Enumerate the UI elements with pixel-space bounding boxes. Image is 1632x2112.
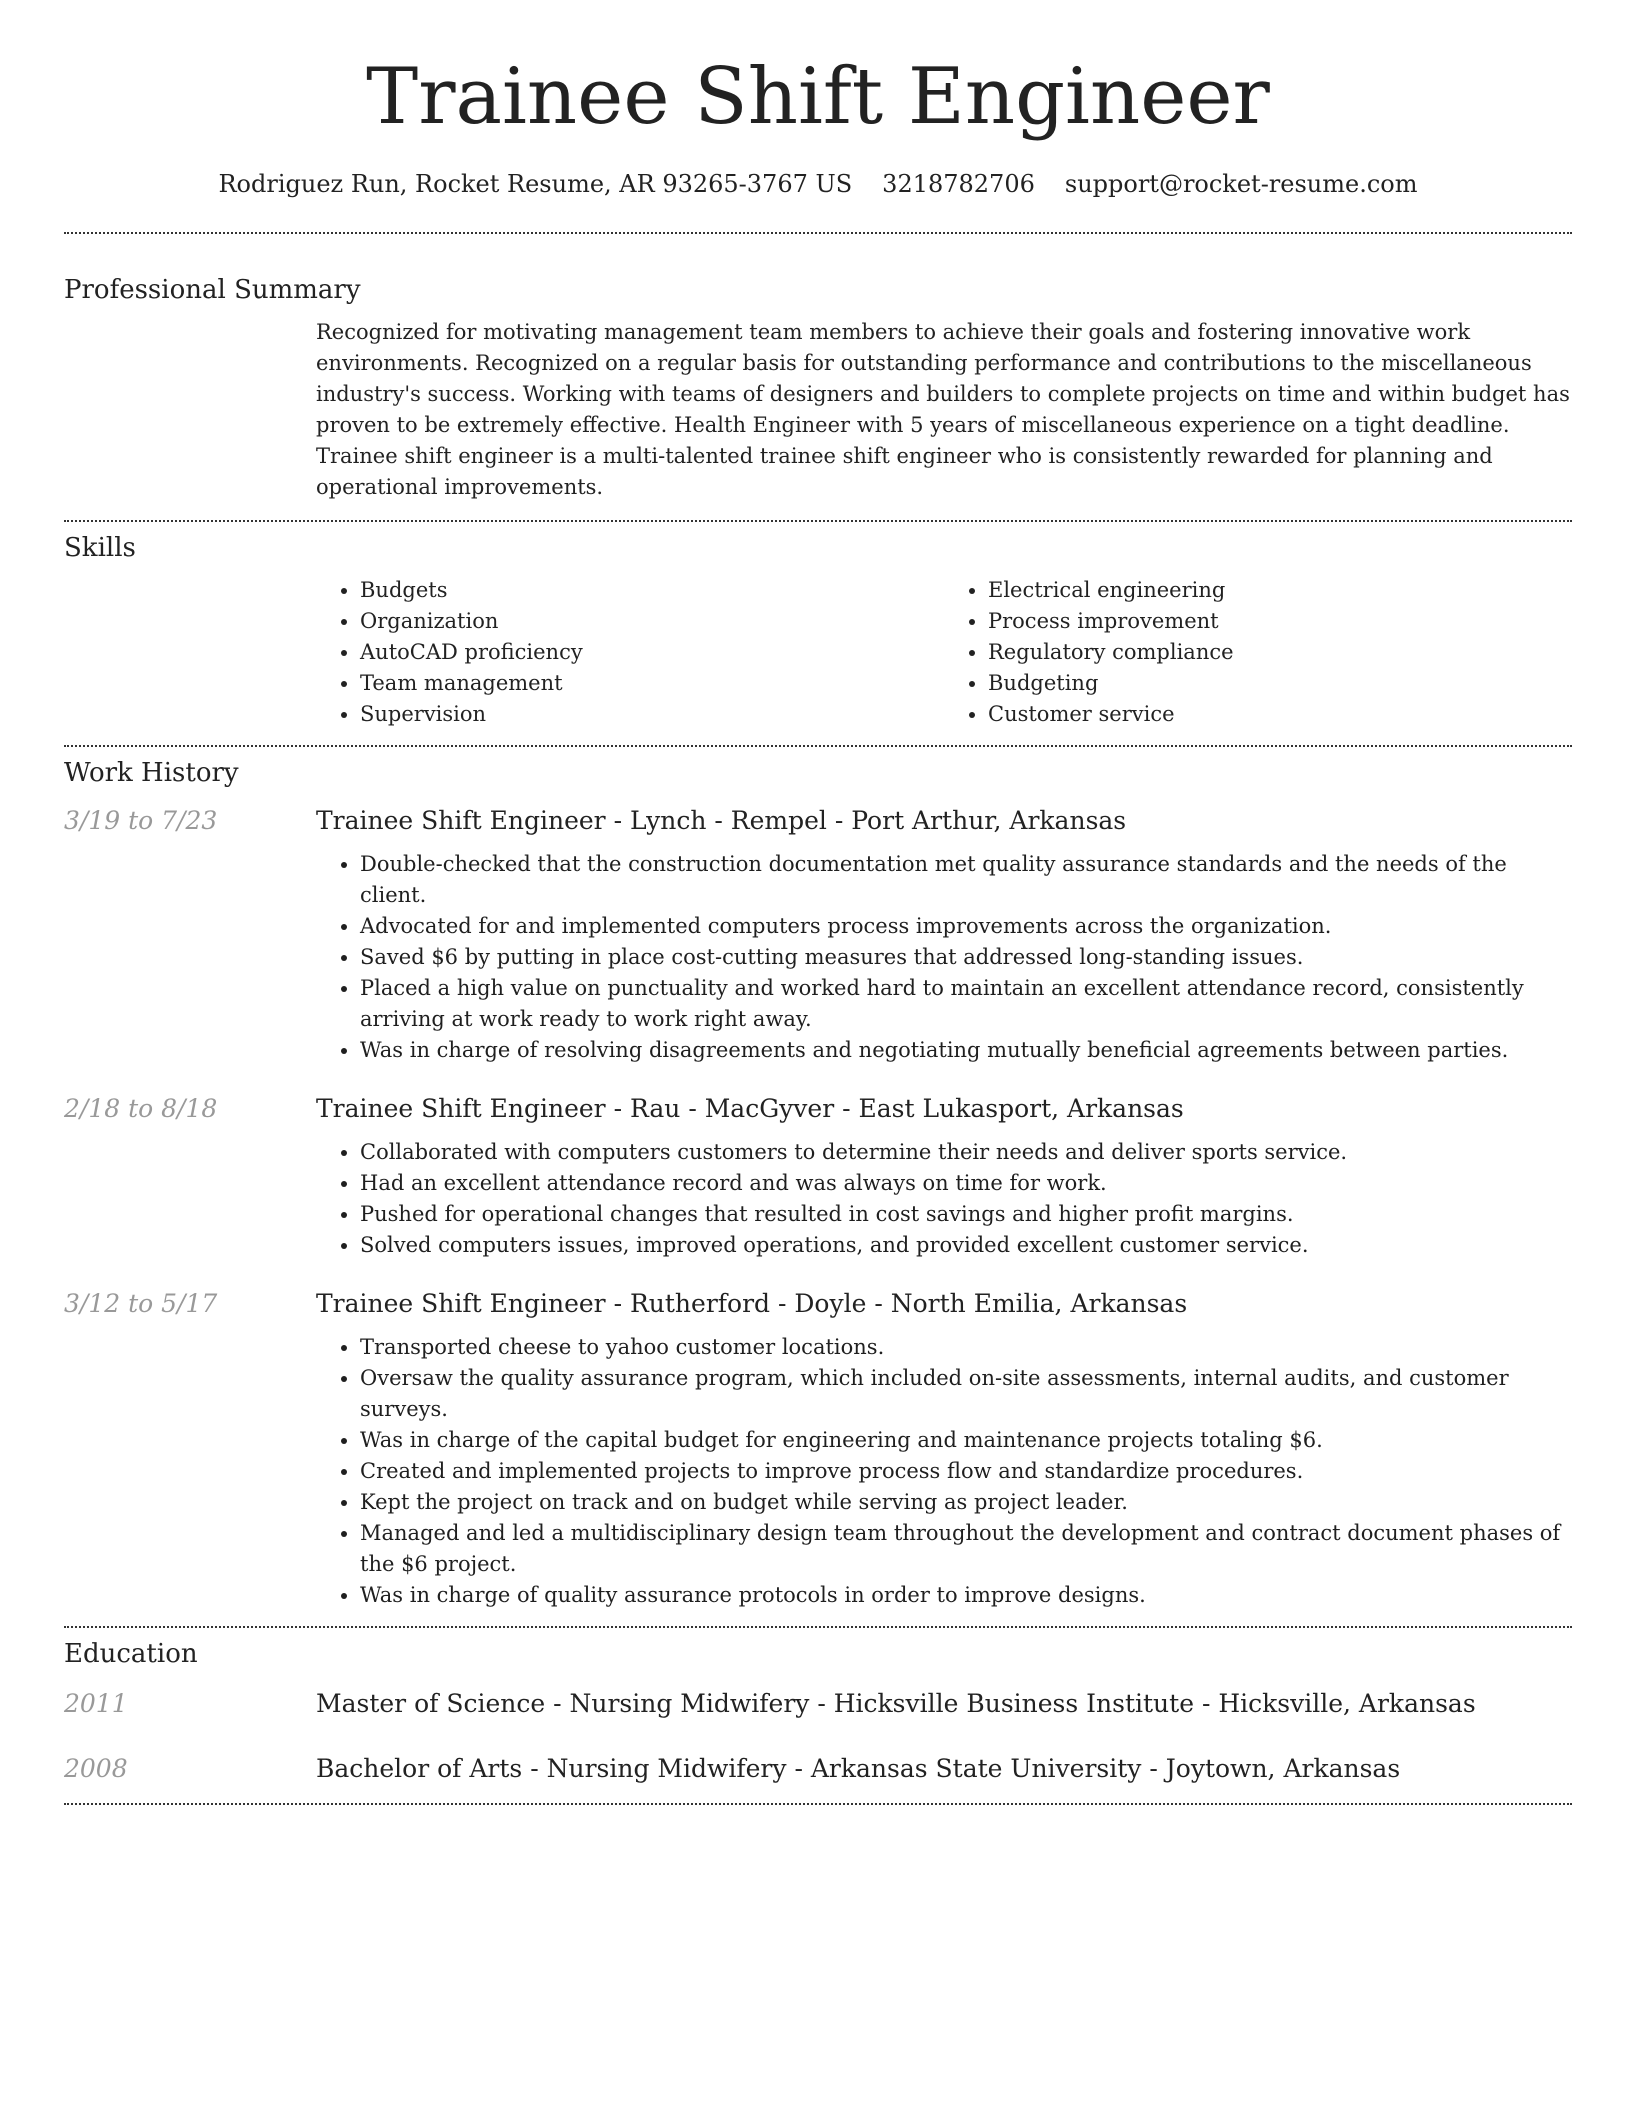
- skill-item: • Organization: [360, 606, 944, 637]
- job-bullet: • Was in charge of resolving disagreements and negotiating mutually beneficial agreements between parties.: [360, 1035, 1572, 1066]
- divider: [64, 1626, 1572, 1628]
- education-date: 2011: [64, 1689, 128, 1718]
- job-heading: Trainee Shift Engineer - Rau - MacGyver - East Lukasport, Arkansas: [316, 1094, 1184, 1123]
- resume-page: [64, 0, 1572, 1805]
- summary-section: [316, 317, 1572, 503]
- job-bullet: • Double-checked that the construction documentation met quality assurance standards and the needs of the client.: [360, 849, 1572, 911]
- job-bullet: • Was in charge of quality assurance protocols in order to improve designs.: [360, 1580, 1572, 1611]
- skills-list-left: [316, 575, 944, 730]
- job-header: [64, 1094, 1572, 1123]
- education-date: 2008: [64, 1754, 128, 1783]
- contact-line: [64, 170, 1572, 198]
- contact-phone: 3218782706: [882, 170, 1035, 198]
- skill-item: • Team management: [360, 668, 944, 699]
- job-date: 3/19 to 7/23: [64, 806, 218, 835]
- job-bullet: • Solved computers issues, improved operations, and provided excellent customer service.: [360, 1230, 1572, 1261]
- job-bullet: • Pushed for operational changes that resulted in cost savings and higher profit margins.: [360, 1199, 1572, 1230]
- education-entry: [64, 1754, 1572, 1783]
- section-title-education: Education: [64, 1639, 198, 1669]
- skill-item: • Regulatory compliance: [988, 637, 1572, 668]
- section-title-work: Work History: [64, 758, 239, 788]
- job-bullets: [316, 1332, 1572, 1611]
- skills-section: [316, 575, 1572, 730]
- contact-email[interactable]: support@rocket-resume.com: [1064, 170, 1418, 198]
- job-bullet: • Advocated for and implemented computers process improvements across the organization.: [360, 911, 1572, 942]
- summary-text: Recognized for motivating management team members to achieve their goals and fostering innovative work environments. Recognized on a regular basis for outstanding performance and contributions to the miscellaneous industry's success. Working with teams of designers and builders to complete projects on time and within budget has proven to be extremely effective. Health Engineer with 5 years of miscellaneous experience on a tight deadline. Trainee shift engineer is a multi-talented trainee shift engineer who is consistently rewarded for planning and operational improvements.: [316, 320, 1570, 499]
- skill-item: • Budgeting: [988, 668, 1572, 699]
- job-heading: Trainee Shift Engineer - Rutherford - Doyle - North Emilia, Arkansas: [316, 1289, 1188, 1318]
- job-header: [64, 806, 1572, 835]
- divider: [64, 1803, 1572, 1805]
- job-bullet: • Was in charge of the capital budget for engineering and maintenance projects totaling $6.: [360, 1425, 1572, 1456]
- job-bullet: • Transported cheese to yahoo customer locations.: [360, 1332, 1572, 1363]
- job-bullets: [316, 1137, 1572, 1261]
- education-heading: Bachelor of Arts - Nursing Midwifery - Arkansas State University - Joytown, Arkansas: [316, 1754, 1401, 1783]
- skills-list-right: [944, 575, 1572, 730]
- contact-address: Rodriguez Run, Rocket Resume, AR 93265-3767 US: [218, 170, 853, 198]
- skill-item: • Process improvement: [988, 606, 1572, 637]
- job-bullet: • Managed and led a multidisciplinary design team throughout the development and contract document phases of the $6 project.: [360, 1518, 1572, 1580]
- job-bullet: • Saved $6 by putting in place cost-cutting measures that addressed long-standing issues.: [360, 942, 1572, 973]
- skill-item: • Budgets: [360, 575, 944, 606]
- job-date: 3/12 to 5/17: [64, 1289, 218, 1318]
- job-bullets: [316, 849, 1572, 1066]
- job-entry: [64, 806, 1572, 1066]
- section-title-skills: Skills: [64, 533, 136, 563]
- job-heading: Trainee Shift Engineer - Lynch - Rempel - Port Arthur, Arkansas: [316, 806, 1127, 835]
- job-header: [64, 1289, 1572, 1318]
- job-bullet: • Created and implemented projects to improve process flow and standardize procedures.: [360, 1456, 1572, 1487]
- divider: [64, 232, 1572, 234]
- job-bullet: • Placed a high value on punctuality and worked hard to maintain an excellent attendance record, consistently arriving at work ready to work right away.: [360, 973, 1572, 1035]
- skill-item: • Electrical engineering: [988, 575, 1572, 606]
- skill-item: • Supervision: [360, 699, 944, 730]
- section-title-summary: Professional Summary: [64, 275, 361, 305]
- job-date: 2/18 to 8/18: [64, 1094, 218, 1123]
- skill-item: • Customer service: [988, 699, 1572, 730]
- job-entry: [64, 1289, 1572, 1611]
- divider: [64, 520, 1572, 522]
- job-bullet: • Kept the project on track and on budget while serving as project leader.: [360, 1487, 1572, 1518]
- job-bullet: • Oversaw the quality assurance program, which included on-site assessments, internal audits, and customer surveys.: [360, 1363, 1572, 1425]
- education-entry: [64, 1689, 1572, 1718]
- education-heading: Master of Science - Nursing Midwifery - Hicksville Business Institute - Hicksville, Arkansas: [316, 1689, 1476, 1718]
- resume-name: Trainee Shift Engineer: [366, 52, 1270, 142]
- job-bullet: • Collaborated with computers customers to determine their needs and deliver sports service.: [360, 1137, 1572, 1168]
- skill-item: • AutoCAD proficiency: [360, 637, 944, 668]
- job-entry: [64, 1094, 1572, 1261]
- divider: [64, 745, 1572, 747]
- job-bullet: • Had an excellent attendance record and was always on time for work.: [360, 1168, 1572, 1199]
